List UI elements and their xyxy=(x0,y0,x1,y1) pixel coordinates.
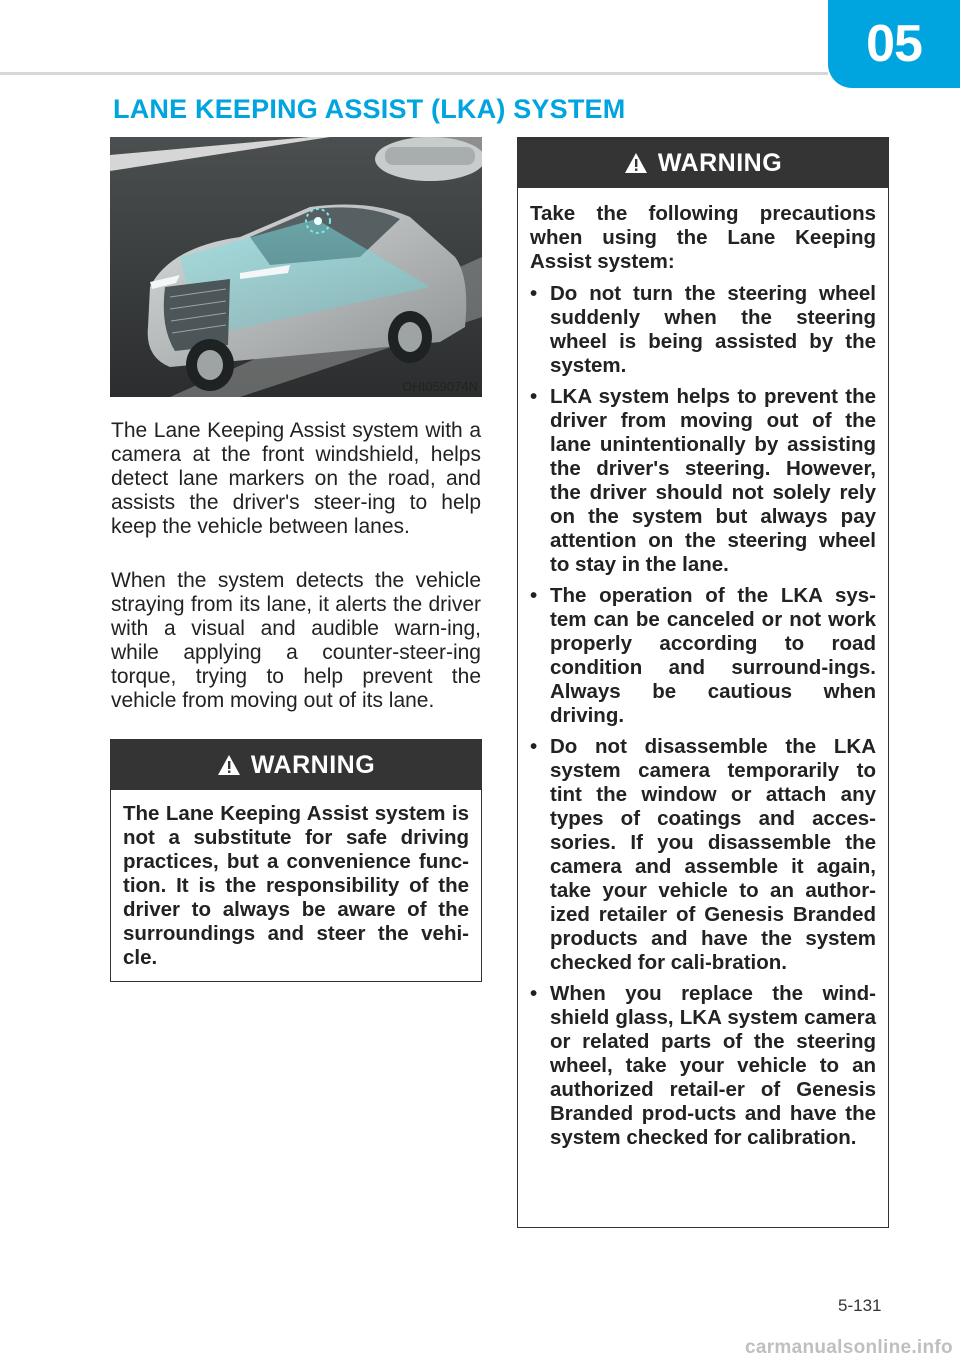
chapter-tab: 05 xyxy=(828,0,960,88)
lka-illustration xyxy=(110,137,482,397)
warning-box-right xyxy=(517,137,889,1228)
warning-header-right xyxy=(518,138,888,188)
warning-text-left: The Lane Keeping Assist system is not a substitute for safe driving practices, but a convenience func-tion. It is the responsibility of the driver to always be aware of the surroundings and steer the vehi-cle. xyxy=(123,802,469,969)
bullet: • xyxy=(530,735,538,758)
top-divider xyxy=(0,72,828,75)
list-item: • Do not disassemble the LKA system camera temporarily to tint the window or attach any types of coatings and acces-sories. If you disassemble the camera and assemble it again, take your vehicle to an author-ized retailer of Genesis Branded products and have the system checked for cali-bration. xyxy=(530,735,876,974)
footer-watermark[interactable]: carmanualsonline.info xyxy=(745,1337,953,1358)
bullet: • xyxy=(530,584,538,607)
warning-triangle-icon xyxy=(217,754,241,776)
body-paragraph-2: When the system detects the vehicle straying from its lane, it alerts the driver with a visual and audible warn-ing, while applying a counter-steer-ing torque, trying to help prevent the vehicle from moving out of its lane. xyxy=(111,569,481,712)
warning-box-left xyxy=(110,739,482,982)
section-title: LANE KEEPING ASSIST (LKA) SYSTEM xyxy=(113,94,626,124)
list-item: • When you replace the wind-shield glass, LKA system camera or related parts of the steering wheel, take your vehicle to an authorized retail-er of Genesis Branded prod-ucts and have the system checked for calibration. xyxy=(530,982,876,1149)
list-item: • LKA system helps to prevent the driver from moving out of the lane unintentionally by assisting the driver's steering. However, the driver should not solely rely on the system but always pay attention on the steering wheel to stay in the lane. xyxy=(530,385,876,576)
warning-title-right: WARNING xyxy=(657,148,783,177)
warning-list xyxy=(530,282,876,1150)
warning-intro: Take the following precautions when using the Lane Keeping Assist system: xyxy=(530,202,876,273)
warning-title-left: WARNING xyxy=(250,750,376,779)
bullet: • xyxy=(530,282,538,305)
figure-code: OHI059074N xyxy=(402,379,478,394)
body-paragraph-1: The Lane Keeping Assist system with a camera at the front windshield, helps detect lane markers on the road, and assists the driver's steer-ing to help keep the vehicle between lanes. xyxy=(111,419,481,538)
page-number: 5-131 xyxy=(838,1296,882,1315)
list-item: • The operation of the LKA sys-tem can be canceled or not work properly according to road condition and surround-ings. Always be cautious when driving. xyxy=(530,584,876,727)
warning-triangle-icon xyxy=(624,152,648,174)
bullet: • xyxy=(530,385,538,408)
bullet: • xyxy=(530,982,538,1005)
warning-header-left xyxy=(111,740,481,790)
car-camera-illustration xyxy=(110,137,482,397)
list-item: • Do not turn the steering wheel suddenly when the steering wheel is being assisted by the system. xyxy=(530,282,876,377)
